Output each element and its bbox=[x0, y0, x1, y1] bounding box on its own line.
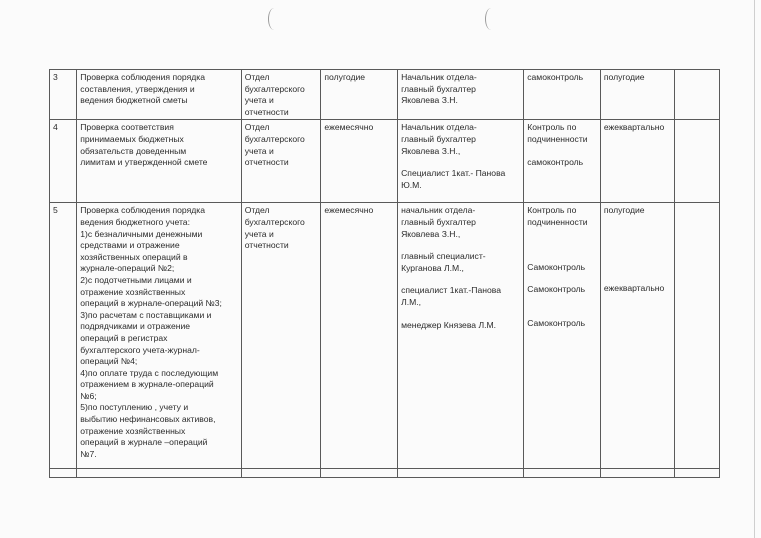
row-number: 4 bbox=[50, 120, 77, 203]
period-cell: ежемесячно bbox=[321, 120, 398, 203]
frequency-cell bbox=[600, 70, 674, 120]
table-row-empty bbox=[50, 469, 720, 478]
responsible-cell bbox=[398, 120, 524, 203]
frequency-value: ежеквартально bbox=[603, 282, 665, 293]
period-cell: полугодие bbox=[321, 70, 398, 120]
responsible-person: менеджер Князева Л.М. bbox=[401, 319, 497, 330]
check-description: Проверка соответствия принимаемых бюджетных обязательств доведенным лимитам и утвержденной смете bbox=[77, 120, 241, 203]
control-form: Контроль по подчиненности bbox=[527, 205, 588, 227]
punch-hole-right bbox=[485, 8, 497, 30]
control-form: Самоконтроль bbox=[527, 317, 586, 328]
frequency-cell bbox=[600, 203, 674, 469]
row-number: 3 bbox=[50, 70, 77, 120]
empty-cell bbox=[321, 469, 398, 478]
row-number: 5 bbox=[50, 203, 77, 469]
empty-cell bbox=[674, 469, 719, 478]
frequency-value: полугодие bbox=[603, 205, 645, 216]
responsible-person: главный специалист- Курганова Л.М., bbox=[401, 251, 486, 273]
note-cell bbox=[674, 120, 719, 203]
note-cell bbox=[674, 203, 719, 469]
punch-holes bbox=[0, 8, 761, 38]
department-cell: Отдел бухгалтерского учета и отчетности bbox=[241, 70, 321, 120]
frequency-cell bbox=[600, 120, 674, 203]
responsible-cell bbox=[398, 70, 524, 120]
page-edge bbox=[754, 0, 755, 538]
punch-hole-left bbox=[268, 8, 280, 30]
responsible-cell bbox=[398, 203, 524, 469]
control-plan-table bbox=[49, 69, 720, 478]
note-cell bbox=[674, 70, 719, 120]
table-row bbox=[50, 70, 720, 120]
control-form: самоконтроль bbox=[527, 72, 584, 82]
department-cell: Отдел бухгалтерского учета и отчетности bbox=[241, 203, 321, 469]
control-form: Самоконтроль bbox=[527, 261, 586, 272]
department-cell: Отдел бухгалтерского учета и отчетности bbox=[241, 120, 321, 203]
responsible-person: Специалист 1кат.- Панова Ю.М. bbox=[401, 168, 506, 190]
control-form-cell bbox=[524, 120, 601, 203]
responsible-person: специалист 1кат.-Панова Л.М., bbox=[401, 285, 502, 307]
empty-cell bbox=[77, 469, 241, 478]
empty-cell bbox=[241, 469, 321, 478]
table-row bbox=[50, 203, 720, 469]
empty-cell bbox=[50, 469, 77, 478]
control-form-cell bbox=[524, 70, 601, 120]
control-form: Контроль по подчиненности bbox=[527, 122, 588, 144]
table-row bbox=[50, 120, 720, 203]
empty-cell bbox=[398, 469, 524, 478]
check-description: Проверка соблюдения порядка ведения бюджетного учета: 1)с безналичными денежными средствами и отражение хозяйственных операций в журнале-операций №2; 2)с подотчетными лицами и отражение хозяйственных операций в журнале-операций №3; 3)по расчетам с поставщиками и подрядчиками и отражение операций в регистрах бухгалтерского учета-журнал- операций №4; 4)по оплате труда с последующим отражением в журнале-операций №6; 5)по поступлению , учету и выбытию нефинансовых активов, отражение хозяйственных операций в журнале –операций №7. bbox=[77, 203, 241, 469]
frequency-value: полугодие bbox=[603, 72, 645, 82]
period-cell: ежемесячно bbox=[321, 203, 398, 469]
control-form-cell bbox=[524, 203, 601, 469]
empty-cell bbox=[600, 469, 674, 478]
responsible-person: Начальник отдела- главный бухгалтер Яковлева З.Н., bbox=[401, 122, 477, 156]
frequency-value: ежеквартально bbox=[603, 122, 665, 133]
control-form: Самоконтроль bbox=[527, 284, 586, 295]
responsible-person: начальник отдела- главный бухгалтер Яковлева З.Н., bbox=[401, 205, 476, 239]
check-description: Проверка соблюдения порядка составления, утверждения и ведения бюджетной сметы bbox=[77, 70, 241, 120]
responsible-person: Начальник отдела- главный бухгалтер Яковлева З.Н. bbox=[401, 72, 477, 106]
empty-cell bbox=[524, 469, 601, 478]
control-form: самоконтроль bbox=[527, 156, 584, 167]
